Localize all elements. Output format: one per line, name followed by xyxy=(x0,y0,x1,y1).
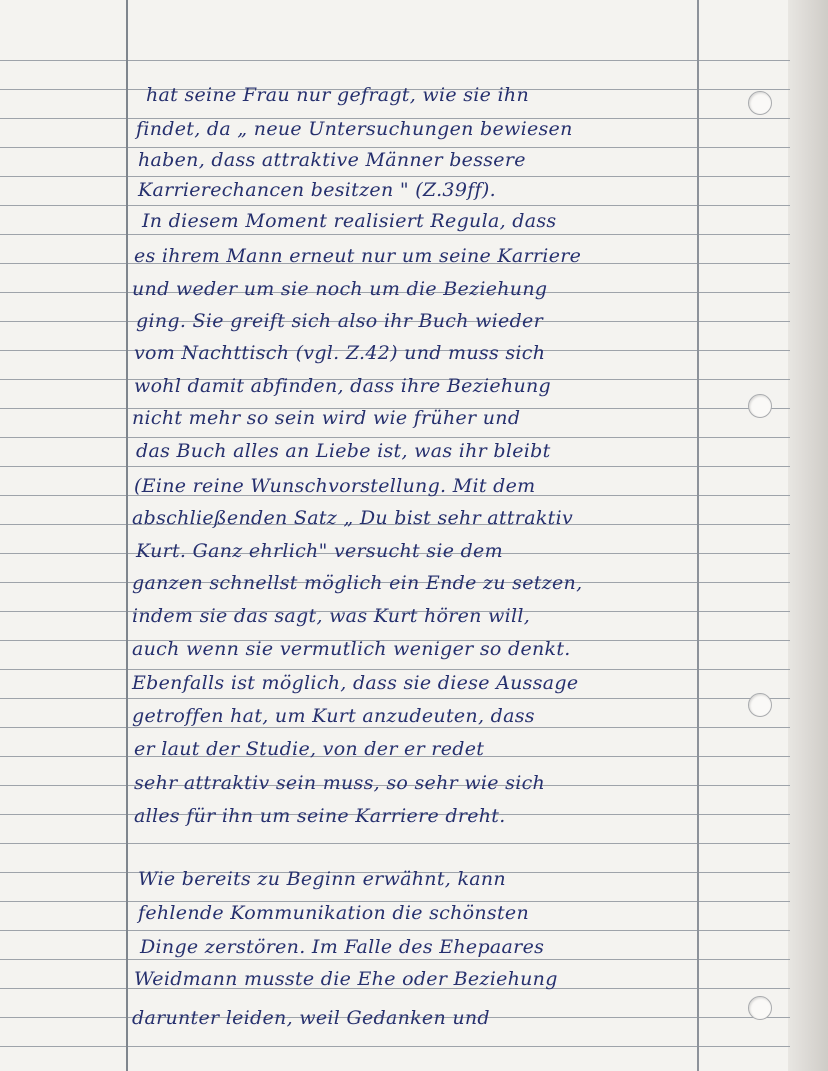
handwritten-line: Ebenfalls ist möglich, dass sie diese Aussage xyxy=(132,672,579,694)
handwritten-line: getroffen hat, um Kurt anzudeuten, dass xyxy=(132,705,535,727)
punch-hole xyxy=(748,91,772,115)
handwritten-line: Kurt. Ganz ehrlich" versucht sie dem xyxy=(136,540,503,562)
handwritten-line: indem sie das sagt, was Kurt hören will, xyxy=(132,605,531,627)
handwritten-line: wohl damit abfinden, dass ihre Beziehung xyxy=(134,375,551,397)
right-margin-line xyxy=(697,0,699,1071)
ruled-line xyxy=(0,843,790,844)
punch-hole xyxy=(748,394,772,418)
handwritten-line: (Eine reine Wunschvorstellung. Mit dem xyxy=(134,475,536,497)
ruled-line xyxy=(0,205,790,206)
handwritten-line: In diesem Moment realisiert Regula, dass xyxy=(142,210,557,232)
handwritten-line: hat seine Frau nur gefragt, wie sie ihn xyxy=(146,84,530,106)
handwritten-line: nicht mehr so sein wird wie früher und xyxy=(132,407,521,429)
handwritten-line: Karrierechancen besitzen " (Z.39ff). xyxy=(138,179,496,201)
handwritten-line: findet, da „ neue Untersuchungen bewiesen xyxy=(136,118,573,140)
handwritten-line: ging. Sie greift sich also ihr Buch wieder xyxy=(136,310,543,332)
handwritten-line: vom Nachttisch (vgl. Z.42) und muss sich xyxy=(134,342,546,364)
handwritten-line: Weidmann musste die Ehe oder Beziehung xyxy=(134,968,558,990)
handwritten-line: und weder um sie noch um die Beziehung xyxy=(132,278,548,300)
ruled-line xyxy=(0,1046,790,1047)
punch-hole xyxy=(748,996,772,1020)
ruled-line xyxy=(0,234,790,235)
ruled-line xyxy=(0,930,790,931)
handwritten-line: Dinge zerstören. Im Falle des Ehepaares xyxy=(140,936,545,958)
handwritten-line: fehlende Kommunikation die schönsten xyxy=(138,902,529,924)
handwritten-line: er laut der Studie, von der er redet xyxy=(134,738,485,760)
handwritten-line: sehr attraktiv sein muss, so sehr wie sich xyxy=(134,772,546,794)
handwritten-line: haben, dass attraktive Männer bessere xyxy=(138,149,526,171)
handwritten-line: Wie bereits zu Beginn erwähnt, kann xyxy=(138,868,506,890)
ruled-line xyxy=(0,698,790,699)
handwritten-line: abschließenden Satz „ Du bist sehr attraktiv xyxy=(132,507,573,529)
handwritten-line: auch wenn sie vermutlich weniger so denkt. xyxy=(132,638,571,660)
punch-hole xyxy=(748,693,772,717)
left-margin-line xyxy=(126,0,128,1071)
handwritten-line: darunter leiden, weil Gedanken und xyxy=(132,1007,490,1029)
handwritten-line: alles für ihn um seine Karriere dreht. xyxy=(134,805,506,827)
handwritten-line: es ihrem Mann erneut nur um seine Karriere xyxy=(134,245,582,267)
ruled-line xyxy=(0,466,790,467)
handwritten-line: das Buch alles an Liebe ist, was ihr bleibt xyxy=(136,440,551,462)
ruled-line xyxy=(0,60,790,61)
page-edge-shadow xyxy=(788,0,828,1071)
handwritten-line: ganzen schnellst möglich ein Ende zu setzen, xyxy=(132,572,583,594)
